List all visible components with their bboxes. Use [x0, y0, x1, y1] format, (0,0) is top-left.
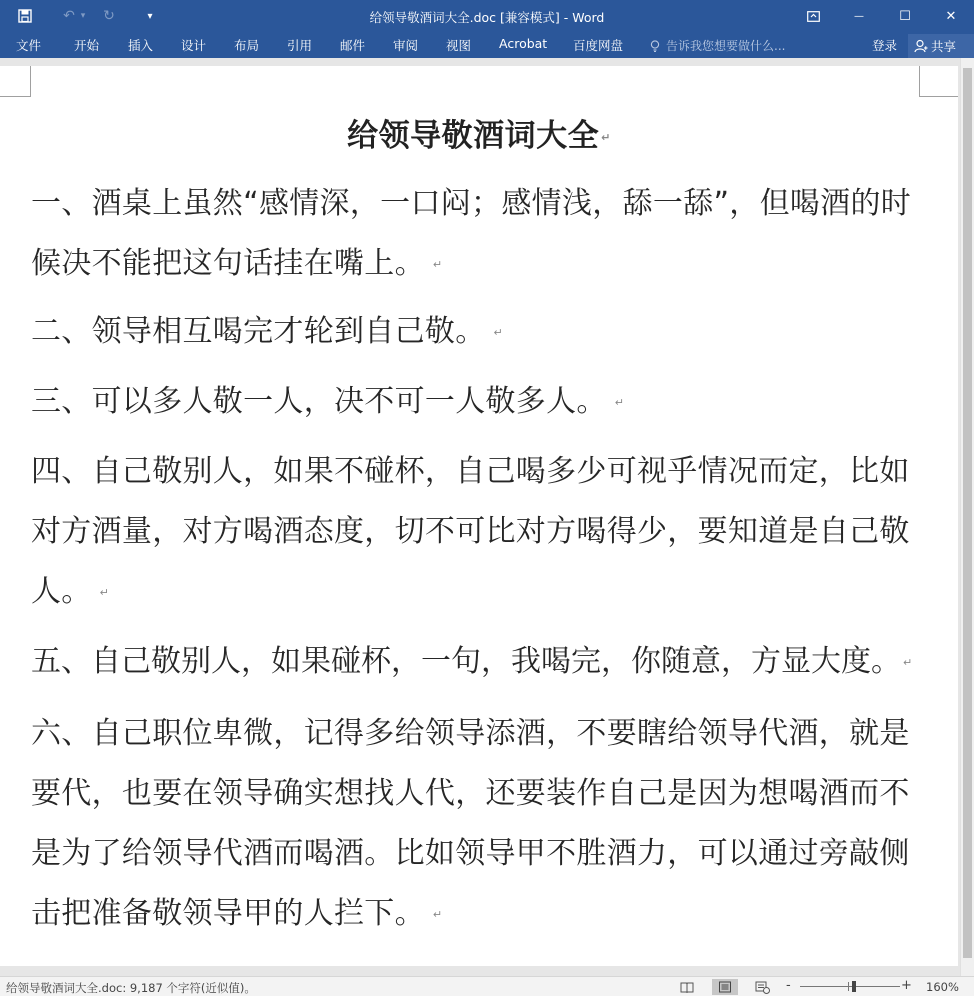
status-bar — [0, 976, 974, 996]
paragraph-mark: ↵ — [493, 325, 504, 339]
document-title-text: 给领导敬酒词大全 — [347, 118, 600, 154]
ribbon-display-options-button[interactable] — [790, 0, 836, 32]
paragraph-text: 六、自己职位卑微，记得多给领导添酒，不要瞎给领导代酒，就是要代，也要在领导确实想找人代，还要装作自己是因为想喝酒而不是为了给领导代酒而喝酒。比如领导甲不胜酒力，可以通过旁敲侧击把准备敬领导甲的人拦下。 — [31, 716, 910, 931]
paragraph-5 — [31, 632, 931, 693]
document-title — [0, 110, 958, 155]
tell-me-search[interactable] — [650, 37, 785, 54]
ribbon-tabs — [0, 32, 974, 58]
paragraph-4 — [31, 442, 921, 623]
maximize-button[interactable] — [882, 0, 928, 32]
document-page[interactable] — [0, 66, 958, 966]
paragraph-mark: ↵ — [99, 585, 110, 599]
sign-in-link[interactable]: 登录 — [872, 38, 898, 53]
minimize-icon: — — [854, 10, 864, 22]
web-layout-icon — [755, 981, 770, 994]
zoom-slider-center-tick — [848, 982, 849, 991]
chevron-down-icon: ▾ — [80, 11, 86, 21]
close-button[interactable] — [928, 0, 974, 32]
read-mode-icon — [680, 981, 694, 993]
print-layout-icon — [718, 981, 732, 993]
share-button[interactable] — [908, 34, 974, 58]
margin-corner-left — [0, 66, 31, 97]
vertical-scrollbar[interactable] — [960, 58, 974, 976]
zoom-out-button[interactable]: - — [786, 978, 791, 993]
paragraph-1 — [31, 174, 921, 295]
lightbulb-icon — [650, 40, 660, 52]
tab-review[interactable]: 审阅 — [393, 38, 419, 53]
web-layout-button[interactable] — [752, 979, 772, 995]
zoom-slider[interactable] — [800, 986, 900, 987]
paragraph-text: 二、领导相互喝完才轮到自己敬。 — [31, 314, 486, 349]
zoom-slider-thumb[interactable] — [852, 981, 856, 992]
title-bar — [0, 0, 974, 32]
tab-mailings[interactable]: 邮件 — [340, 38, 366, 53]
person-icon — [914, 39, 928, 53]
paragraph-text: 一、酒桌上虽然“感情深，一口闷；感情浅，舔一舔”，但喝酒的时候决不能把这句话挂在嘴上。 — [31, 186, 912, 281]
document-info[interactable]: 给领导敬酒词大全.doc: 9,187 个字符(近似值)。 — [6, 981, 256, 995]
close-icon: ✕ — [945, 8, 957, 24]
paragraph-mark: ↵ — [903, 655, 913, 669]
paragraph-text: 四、自己敬别人，如果不碰杯，自己喝多少可视乎情况而定，比如对方酒量，对方喝酒态度，切不可比对方喝得少，要知道是自己敬人。 — [31, 454, 910, 609]
paragraph-text: 五、自己敬别人，如果碰杯，一句，我喝完，你随意，方显大度。 — [31, 644, 901, 679]
paragraph-mark: ↵ — [614, 395, 625, 409]
document-workspace — [0, 58, 960, 976]
share-label: 共享 — [931, 39, 957, 54]
tab-view[interactable]: 视图 — [446, 38, 472, 53]
tell-me-placeholder: 告诉我您想要做什么... — [666, 39, 786, 53]
tab-design[interactable]: 设计 — [181, 38, 207, 53]
maximize-icon: ☐ — [899, 8, 911, 24]
read-mode-button[interactable] — [678, 979, 696, 995]
tab-layout[interactable]: 布局 — [234, 38, 260, 53]
paragraph-3 — [31, 372, 921, 433]
ribbon-display-icon — [807, 11, 820, 22]
minimize-button[interactable] — [836, 0, 882, 32]
margin-corner-right — [919, 66, 958, 97]
tab-references[interactable]: 引用 — [287, 38, 313, 53]
scrollbar-thumb[interactable] — [963, 68, 972, 958]
paragraph-2 — [31, 302, 921, 363]
print-layout-button[interactable] — [712, 979, 738, 995]
paragraph-6 — [31, 704, 921, 945]
zoom-level[interactable]: 160% — [926, 980, 959, 994]
paragraph-mark: ↵ — [432, 907, 443, 921]
paragraph-mark: ↵ — [432, 257, 443, 271]
tab-file[interactable]: 文件 — [16, 38, 42, 53]
tab-acrobat[interactable]: Acrobat — [499, 36, 548, 51]
zoom-in-button[interactable]: + — [901, 978, 912, 993]
tab-baidu-netdisk[interactable]: 百度网盘 — [573, 38, 624, 53]
paragraph-mark: ↵ — [601, 131, 611, 144]
tab-insert[interactable]: 插入 — [128, 38, 154, 53]
window-controls — [790, 0, 974, 32]
undo-icon: ↶ — [63, 8, 75, 24]
paragraph-text: 三、可以多人敬一人，决不可一人敬多人。 — [31, 384, 607, 419]
customize-icon: ▾ — [147, 10, 153, 22]
window-title: 给领导敬酒词大全.doc [兼容模式] - Word — [369, 10, 605, 25]
redo-icon: ↻ — [103, 8, 115, 24]
tab-home[interactable]: 开始 — [74, 38, 100, 53]
